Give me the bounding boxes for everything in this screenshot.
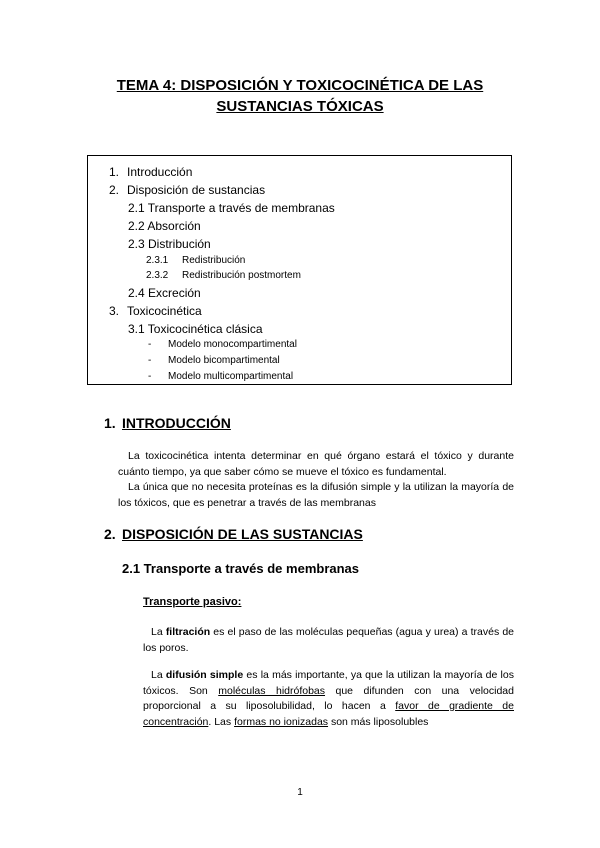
section-number: 2.: [104, 526, 116, 542]
text: que difunden con una velocidad proporcional a su liposolubilidad, lo hacen a: [143, 684, 514, 712]
text: . Las: [208, 715, 235, 728]
toc-label: Modelo multicompartimental: [168, 371, 294, 382]
toc-num: 1.: [109, 165, 120, 179]
section-number: 1.: [104, 415, 116, 431]
toc-label: Introducción: [127, 165, 193, 179]
text: La: [151, 626, 166, 638]
toc-item: [109, 165, 192, 179]
section-title: DISPOSICIÓN DE LAS SUSTANCIAS: [122, 526, 363, 542]
toc-item: [148, 339, 297, 350]
underlined-term: moléculas hidrófobas: [218, 684, 326, 697]
toc-label: Modelo monocompartimental: [168, 339, 297, 350]
paragraph: La toxicocinética intenta determinar en qué órgano estará el tóxico y durante cuánto tiempo, ya que saber cómo se mueve el tóxico es fundamental.: [118, 450, 514, 478]
table-of-contents: [87, 155, 512, 385]
toc-label: Toxicocinética: [127, 304, 202, 318]
document-title: TEMA 4: DISPOSICIÓN Y TOXICOCINÉTICA DE LAS SUSTANCIAS TÓXICAS: [116, 77, 484, 115]
page-number: 1: [297, 787, 303, 798]
toc-label: 2.4 Excreción: [128, 286, 201, 300]
paragraph-filtracion: [143, 625, 514, 656]
underlined-term: favor de gradiente de concentración: [143, 700, 514, 728]
toc-num: 2.3.1: [146, 255, 169, 266]
toc-item: [146, 255, 245, 266]
text: es el paso de las moléculas pequeñas (agua y urea) a través de los poros.: [143, 626, 514, 654]
toc-num: 2.: [109, 183, 120, 197]
toc-num: 2.3.2: [146, 270, 169, 281]
toc-item: [128, 286, 201, 300]
bold-term: difusión simple: [165, 669, 244, 681]
underlined-term: formas no ionizadas: [234, 715, 329, 728]
toc-item: [128, 322, 263, 336]
toc-label: Modelo bicompartimental: [168, 355, 280, 366]
text: La: [151, 669, 166, 681]
bold-term: filtración: [165, 626, 211, 638]
toc-bullet: -: [148, 339, 152, 350]
toc-label: Redistribución postmortem: [182, 270, 301, 281]
toc-label: 2.1 Transporte a través de membranas: [128, 201, 335, 215]
toc-label: 2.2 Absorción: [128, 219, 201, 233]
toc-label: 2.3 Distribución: [128, 237, 211, 251]
text: es la más importante, ya que la utilizan la mayoría de los tóxicos. Son: [143, 669, 514, 697]
toc-bullet: -: [148, 355, 152, 366]
paragraph-difusion: [143, 668, 514, 730]
toc-item: [128, 219, 201, 233]
toc-label: Redistribución: [182, 255, 246, 266]
toc-item: [109, 183, 265, 197]
subsection-heading: 2.1 Transporte a través de membranas: [122, 561, 360, 576]
toc-item: [128, 201, 335, 215]
toc-bullet: -: [148, 371, 152, 382]
toc-label: 3.1 Toxicocinética clásica: [128, 322, 263, 336]
toc-item: [128, 237, 211, 251]
section-title: INTRODUCCIÓN: [122, 415, 231, 431]
subsubsection-heading: Transporte pasivo:: [143, 596, 242, 608]
section-heading-introduccion: [104, 415, 231, 431]
toc-item: [109, 304, 202, 318]
toc-item: [148, 371, 293, 382]
toc-num: 3.: [109, 304, 120, 318]
section-heading-disposicion: [104, 526, 363, 542]
toc-item: [146, 270, 301, 281]
toc-item: [148, 355, 280, 366]
toc-label: Disposición de sustancias: [127, 183, 266, 197]
text: son más liposolubles: [328, 715, 429, 728]
paragraph: La única que no necesita proteínas es la difusión simple y la utilizan la mayoría de los tóxicos, que es penetrar a través de las membranas: [118, 481, 514, 509]
